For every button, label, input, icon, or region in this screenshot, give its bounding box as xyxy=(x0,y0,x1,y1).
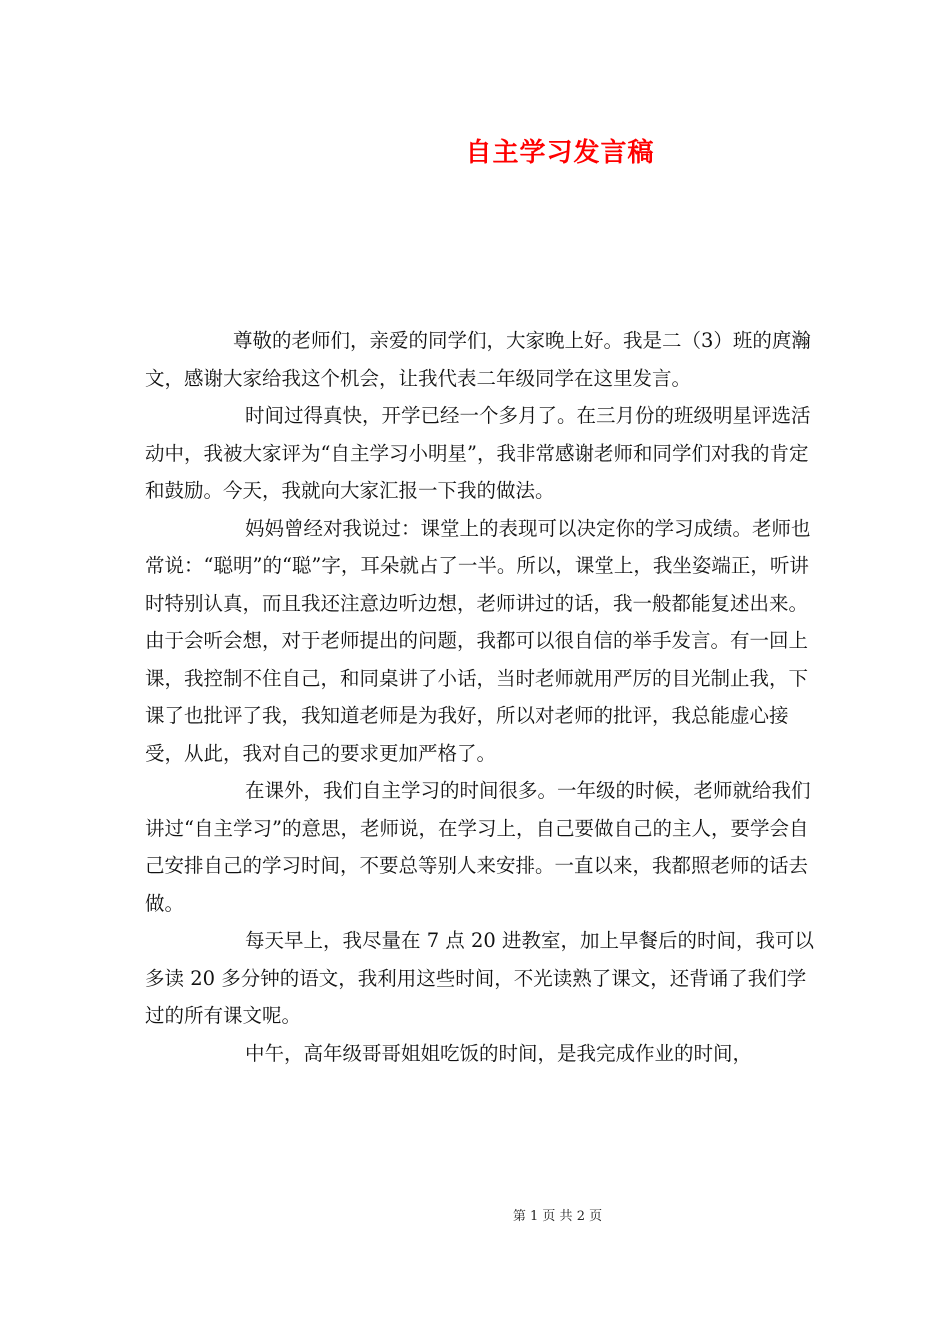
paragraph-noon: 中午，高年级哥哥姐姐吃饭的时间，是我完成作业的时间， xyxy=(245,1041,753,1065)
paragraph-greeting: 尊敬的老师们，亲爱的同学们，大家晚上好。我是二（3）班的庹瀚文，感谢大家给我这个机会，让我代表二年级同学在这里发言。 xyxy=(145,329,811,390)
document-body xyxy=(145,322,817,1072)
paragraph-morning: 每天早上，我尽量在 7 点 20 进教室，加上早餐后的时间，我可以多读 20 多分钟的语文，我利用这些时间，不光读熟了课文，还背诵了我们学过的所有课文呢。 xyxy=(145,929,815,1027)
paragraph-after-class: 在课外，我们自主学习的时间很多。一年级的时候，老师就给我们讲过“自主学习”的意思，老师说，在学习上，自己要做自己的主人，要学会自己安排自己的学习时间，不要总等别人来安排。一直以来，我都照老师的话去做。 xyxy=(145,779,811,915)
page-number-footer: 第 1 页 共 2 页 xyxy=(512,1209,603,1224)
document-title: 自主学习发言稿 xyxy=(465,138,655,168)
paragraph-classroom: 妈妈曾经对我说过：课堂上的表现可以决定你的学习成绩。老师也常说：“聪明”的“聪”字，耳朵就占了一半。所以，课堂上，我坐姿端正，听讲时特别认真，而且我还注意边听边想，老师讲过的话，我一般都能复述出来。由于会听会想，对于老师提出的问题，我都可以很自信的举手发言。有一回上课，我控制不住自己，和同桌讲了小话，当时老师就用严厉的目光制止我，下课了也批评了我，我知道老师是为我好，所以对老师的批评，我总能虚心接受，从此，我对自己的要求更加严格了。 xyxy=(145,516,811,765)
paragraph-introduction: 时间过得真快，开学已经一个多月了。在三月份的班级明星评选活动中，我被大家评为“自主学习小明星”，我非常感谢老师和同学们对我的肯定和鼓励。今天，我就向大家汇报一下我的做法。 xyxy=(145,404,811,502)
